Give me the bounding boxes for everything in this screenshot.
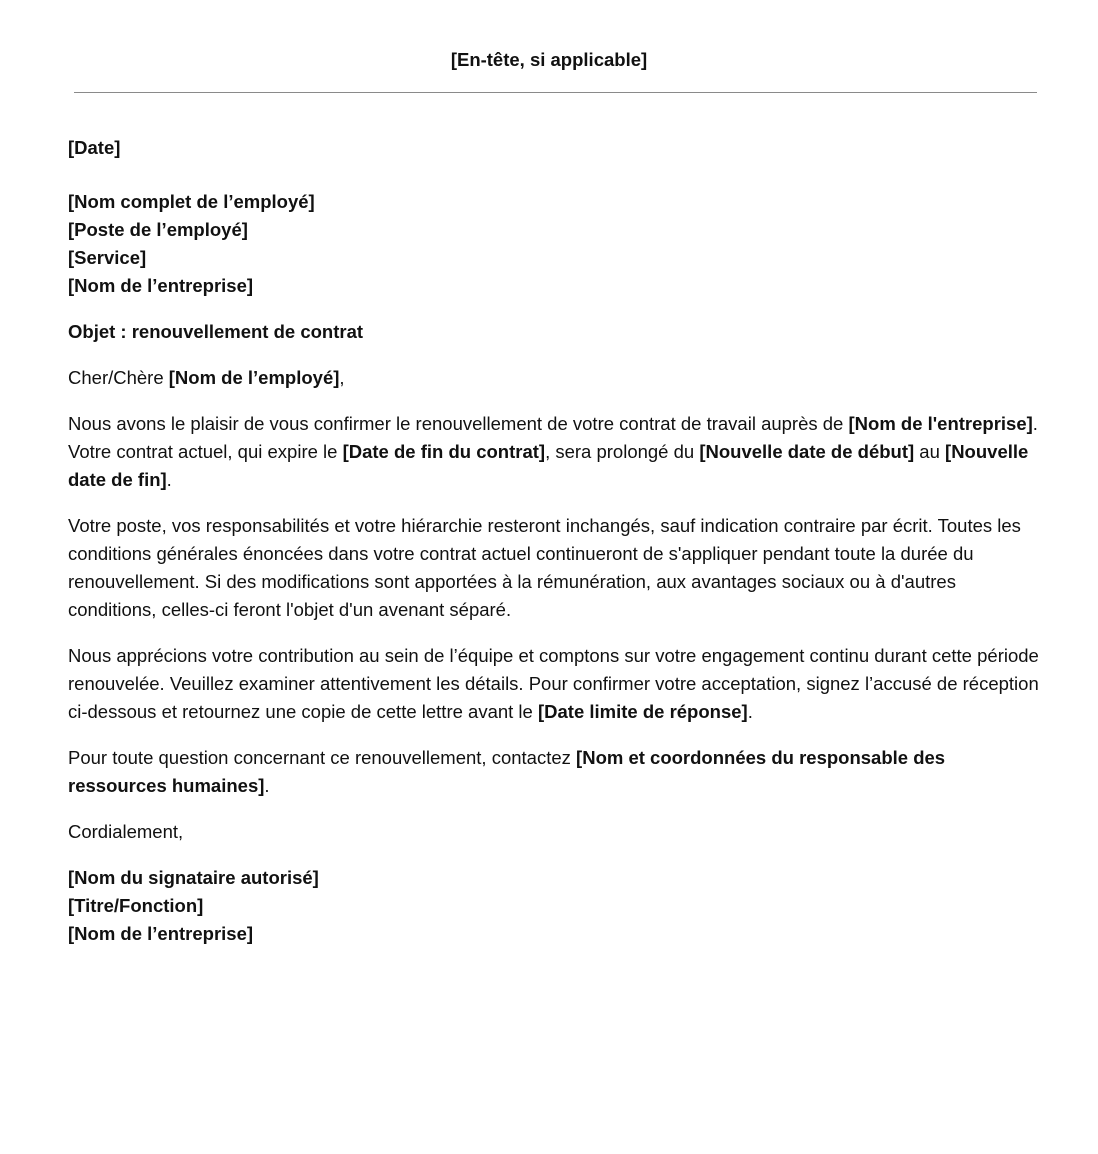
text: . Votre contrat actuel, qui expire le [68, 413, 1038, 462]
text: , sera prolongé du [545, 441, 700, 462]
placeholder-response-deadline: [Date limite de réponse] [537, 701, 748, 722]
text: au [914, 441, 946, 462]
paragraph-renewal-confirmation [68, 410, 1043, 494]
recipient-company: [Nom de l’entreprise] [68, 275, 254, 296]
signature-block [68, 864, 1043, 948]
text: Nous apprécions votre contribution au sein de l’équipe et comptons sur votre engagement continu durant cette période renouvelée. Veuillez examiner attentivement les détails. Pour confirmer votre acceptation, signez l’accusé de réception ci-dessous et retournez une copie de cette lettre avant le [68, 645, 1039, 722]
closing: Cordialement, [68, 821, 184, 842]
letter-subject: Objet : renouvellement de contrat [68, 321, 364, 342]
paragraph-contact [68, 744, 1043, 800]
recipient-full-name: [Nom complet de l’employé] [68, 191, 315, 212]
text: . [264, 775, 270, 796]
placeholder-end-date: [Date de fin du contrat] [342, 441, 546, 462]
text: Nous avons le plaisir de vous confirmer le renouvellement de votre contrat de travail auprès de [68, 413, 849, 434]
paragraph-acceptance [68, 642, 1043, 726]
salutation-name: [Nom de l’employé] [168, 367, 340, 388]
placeholder-new-start-date: [Nouvelle date de début] [699, 441, 915, 462]
signer-name: [Nom du signataire autorisé] [68, 867, 319, 888]
placeholder-new-end-date: [Nouvelle date de fin] [68, 441, 1029, 490]
letter-date: [Date] [68, 137, 121, 158]
placeholder-company: [Nom de l'entreprise] [848, 413, 1033, 434]
recipient-department: [Service] [68, 247, 147, 268]
recipient-block [68, 188, 1043, 300]
signer-title: [Titre/Fonction] [68, 895, 204, 916]
salutation-suffix: , [339, 367, 345, 388]
salutation-prefix: Cher/Chère [68, 367, 169, 388]
placeholder-hr-contact: [Nom et coordonnées du responsable des ressources humaines] [68, 747, 946, 796]
text: . [166, 469, 172, 490]
header-divider [74, 92, 1037, 93]
letterhead-title: [En-tête, si applicable] [450, 49, 648, 70]
text: . [747, 701, 753, 722]
text: Pour toute question concernant ce renouvellement, contactez [68, 747, 577, 768]
signer-company: [Nom de l’entreprise] [68, 923, 254, 944]
recipient-position: [Poste de l’employé] [68, 219, 248, 240]
paragraph-terms: Votre poste, vos responsabilités et votre hiérarchie resteront inchangés, sauf indication contraire par écrit. Toutes les conditions générales énoncées dans votre contrat actuel continueront de s'appliquer pendant toute la durée du renouvellement. Si des modifications sont apportées à la rémunération, aux avantages sociaux ou à d'autres conditions, celles-ci feront l'objet d'un avenant séparé. [68, 515, 1021, 620]
salutation [68, 364, 1043, 392]
letter-body [68, 134, 1043, 948]
